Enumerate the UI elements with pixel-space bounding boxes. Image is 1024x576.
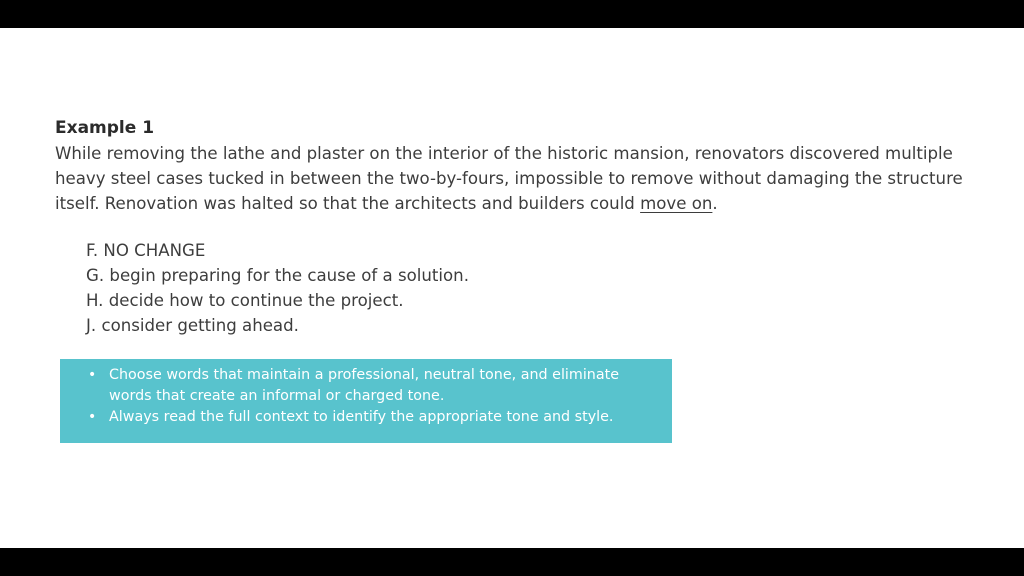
letterbox-top [0,0,1024,28]
bullet-icon: • [88,409,97,425]
option-g: G. begin preparing for the cause of a solution. [86,266,469,285]
answer-options [86,238,469,338]
passage-text [55,141,990,216]
tip-text: Always read the full context to identify the appropriate tone and style. [109,409,614,425]
tip-box [60,359,672,443]
tip-list [88,365,648,428]
letterbox-bottom [0,548,1024,576]
bullet-icon: • [88,367,97,383]
example-title: Example 1 [55,118,155,138]
tip-item [88,365,648,407]
tip-item [88,407,648,428]
passage-before: While removing the lathe and plaster on the interior of the historic mansion, renovators discovered multiple heavy steel cases tucked in between the two-by-fours, impossible to remove without damaging the structure itself. Renovation was halted so that the architects and builders could [55,144,963,213]
option-h: H. decide how to continue the project. [86,291,404,310]
tip-text: Choose words that maintain a professional, neutral tone, and eliminate words that create an informal or charged tone. [109,367,620,404]
option-f: F. NO CHANGE [86,241,206,260]
option-j: J. consider getting ahead. [86,316,299,335]
passage-after: . [712,194,718,213]
underlined-phrase: move on [640,194,713,213]
slide [0,28,1024,548]
